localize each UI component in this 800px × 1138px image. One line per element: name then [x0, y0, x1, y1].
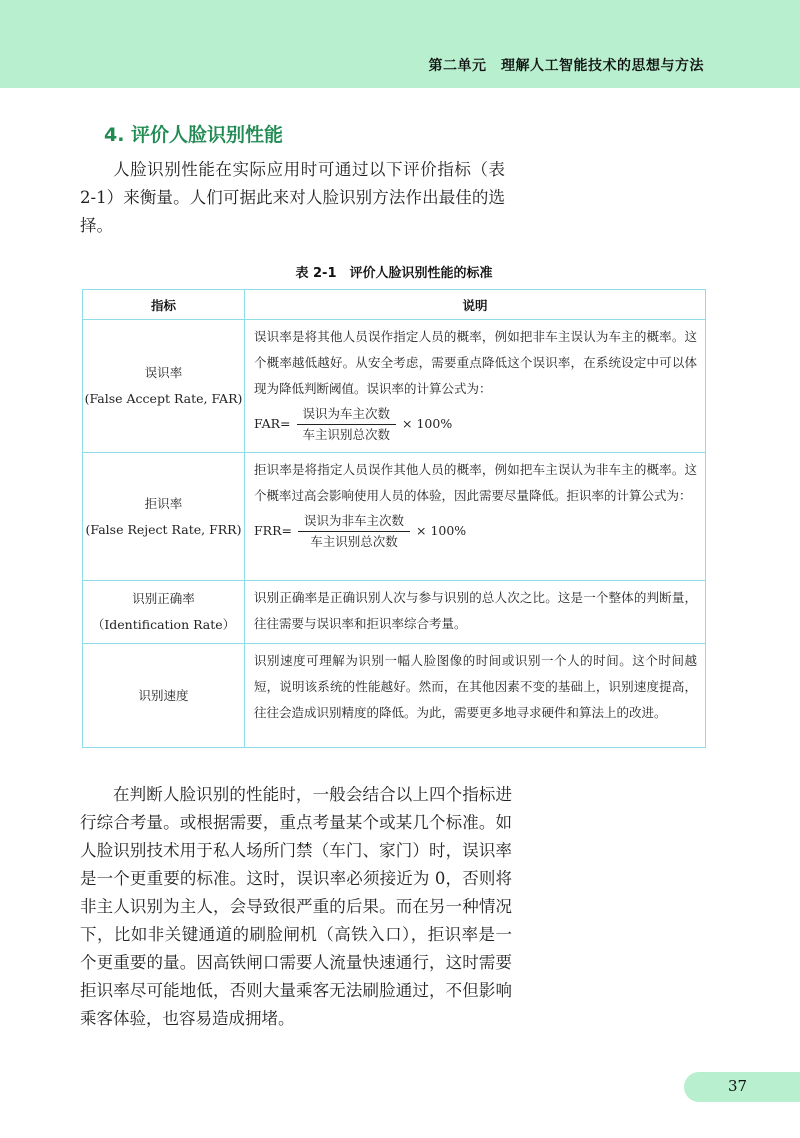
metric-name: 识别速度 — [138, 687, 189, 703]
formula-multiplier: × 100% — [402, 416, 453, 431]
metric-name-en: (False Accept Rate, FAR) — [84, 391, 243, 406]
formula-denominator: 车主识别总次数 — [310, 533, 398, 549]
metric-name: 拒识率 — [144, 495, 183, 511]
metrics-table — [82, 289, 706, 748]
header-description: 说明 — [245, 290, 706, 320]
formula-fraction — [297, 404, 397, 445]
formula-numerator: 误识为车主次数 — [297, 404, 397, 425]
metric-description-cell — [245, 644, 706, 748]
metric-description: 拒识率是将指定人员误作其他人员的概率，例如把车主误认为非车主的概率。这个概率过高会影响使用人员的体验，因此需要尽量降低。拒识率的计算公式为： — [254, 462, 697, 503]
metric-name-cell — [83, 320, 245, 453]
far-formula — [254, 402, 697, 446]
table-header-row — [83, 290, 706, 320]
table-row — [83, 644, 706, 748]
metric-description: 识别正确率是正确识别人次与参与识别的总人次之比。这是一个整体的判断量，往往需要与误识率和拒识率综合考量。 — [254, 590, 697, 631]
page-number-tab — [684, 1072, 800, 1102]
table-row — [83, 453, 706, 581]
formula-label: FRR= — [254, 523, 292, 538]
table-row — [83, 581, 706, 644]
metric-name-cell — [83, 581, 245, 644]
formula-denominator: 车主识别总次数 — [302, 426, 391, 442]
metric-name-en: (False Reject Rate, FRR) — [85, 521, 242, 537]
metric-description-cell — [245, 453, 706, 581]
conclusion-paragraph: 在判断人脸识别的性能时，一般会结合以上四个指标进行综合考量。或根据需要，重点考量某个或某几个标准。如人脸识别技术用于私人场所门禁（车门、家门）时，误识率是一个更重要的标准。这时，误识率必须接近为 0，否则将非主人识别为主人，会导致很严重的后果。而在另一种情况下，比如非关键通道的刷脸闸机（高铁入口），拒识率是一个更重要的量。因高铁闸口需要人流量快速通行，这时需要拒识率尽可能地低，否则大量乘客无法刷脸通过，不但影响乘客体验，也容易造成拥堵。 — [80, 785, 512, 1028]
table-caption: 表 2-1 评价人脸识别性能的标准 — [295, 266, 493, 281]
metric-description-cell — [245, 581, 706, 644]
formula-label: FAR= — [254, 416, 291, 431]
formula-multiplier: × 100% — [416, 523, 467, 538]
formula-fraction — [298, 511, 410, 552]
metric-name: 识别正确率 — [132, 591, 195, 606]
intro-paragraph: 人脸识别性能在实际应用时可通过以下评价指标（表2-1）来衡量。人们可据此来对人脸识别方法作出最佳的选择。 — [80, 160, 505, 235]
header-metric: 指标 — [83, 290, 245, 320]
frr-formula — [254, 509, 697, 553]
metric-name: 误识率 — [144, 365, 183, 380]
metric-description: 识别速度可理解为识别一幅人脸图像的时间或识别一个人的时间。这个时间越短，说明该系统的性能越好。然而，在其他因素不变的基础上，识别速度提高，往往会造成识别精度的降低。为此，需要更多地寻求硬件和算法上的改进。 — [254, 653, 697, 720]
metric-description: 误识率是将其他人员误作指定人员的概率，例如把非车主误认为车主的概率。这个概率越低越好。从安全考虑，需要重点降低这个误识率，在系统设定中可以体现为降低判断阈值。误识率的计算公式为： — [254, 329, 697, 396]
unit-header: 第二单元 理解人工智能技术的思想与方法 — [428, 58, 704, 74]
formula-numerator: 误识为非车主次数 — [298, 511, 410, 532]
metric-description-cell — [245, 320, 706, 453]
table-row — [83, 320, 706, 453]
section-title: 4. 评价人脸识别性能 — [104, 124, 284, 146]
metric-name-cell — [83, 644, 245, 748]
metric-name-cell — [83, 453, 245, 581]
page-number: 37 — [728, 1077, 748, 1095]
metric-name-en: （Identification Rate） — [91, 617, 236, 632]
